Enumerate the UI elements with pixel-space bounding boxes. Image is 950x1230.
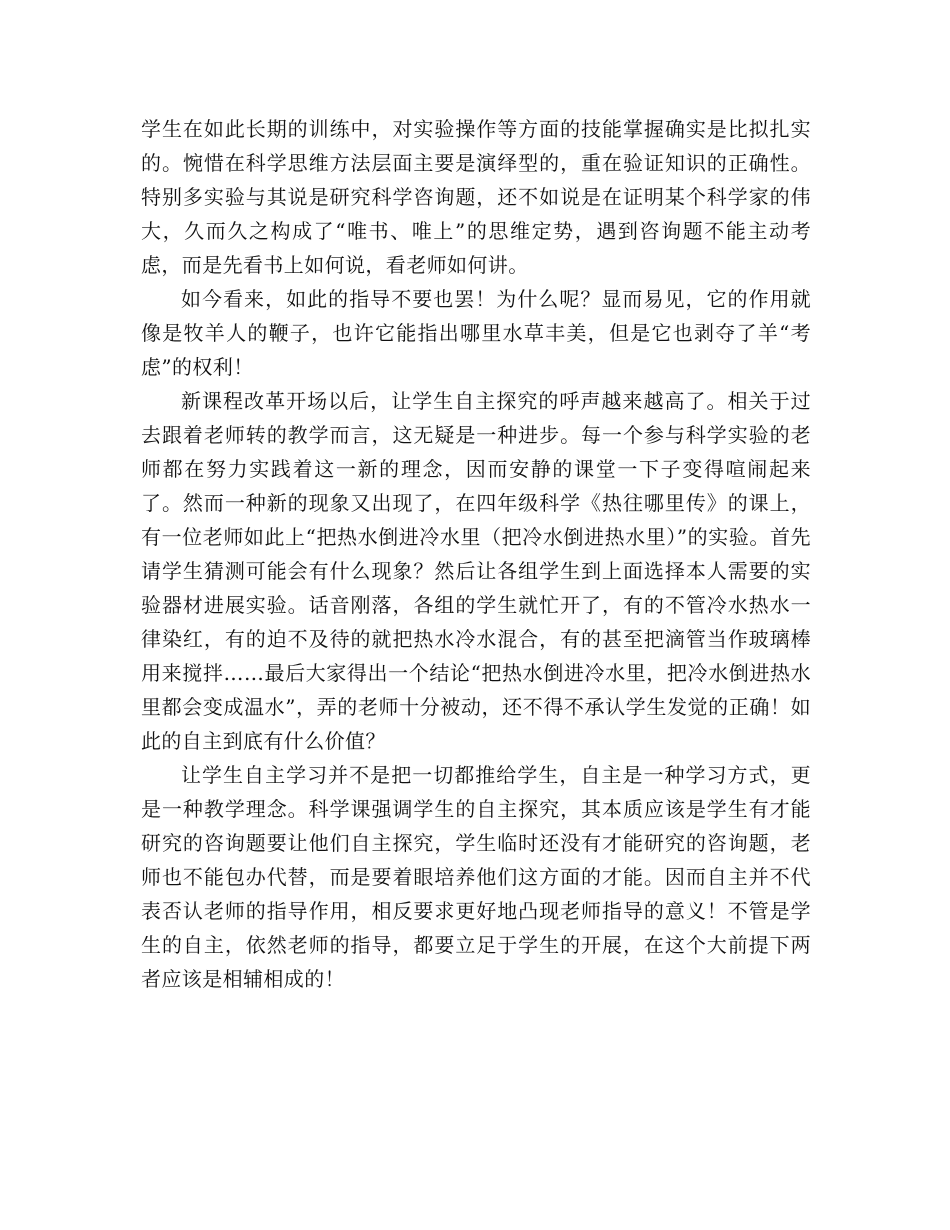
- paragraph-2: 如今看来，如此的指导不要也罢！为什么呢？显而易见，它的作用就像是牧羊人的鞭子，也许它能指出哪里水草丰美，但是它也剥夺了羊“考虑”的权利！: [141, 287, 811, 379]
- document-body: [141, 112, 811, 996]
- paragraph-1: 学生在如此长期的训练中，对实验操作等方面的技能掌握确实是比拟扎实的。惋惜在科学思维方法层面主要是演绎型的，重在验证知识的正确性。特别多实验与其说是研究科学咨询题，还不如说是在证明某个科学家的伟大，久而久之构成了“唯书、唯上”的思维定势，遇到咨询题不能主动考虑，而是先看书上如何说，看老师如何讲。: [141, 117, 811, 277]
- paragraph-4: 让学生自主学习并不是把一切都推给学生，自主是一种学习方式，更是一种教学理念。科学课强调学生的自主探究，其本质应该是学生有才能研究的咨询题要让他们自主探究，学生临时还没有才能研究的咨询题，老师也不能包办代替，而是要着眼培养他们这方面的才能。因而自主并不代表否认老师的指导作用，相反要求更好地凸现老师指导的意义！不管是学生的自主，依然老师的指导，都要立足于学生的开展，在这个大前提下两者应该是相辅相成的！: [141, 763, 811, 991]
- paragraph-3: 新课程改革开场以后，让学生自主探究的呼声越来越高了。相关于过去跟着老师转的教学而言，这无疑是一种进步。每一个参与科学实验的老师都在努力实践着这一新的理念，因而安静的课堂一下子变得喧闹起来了。然而一种新的现象又出现了，在四年级科学《热往哪里传》的课上，有一位老师如此上“把热水倒进冷水里（把冷水倒进热水里）”的实验。首先请学生猜测可能会有什么现象？然后让各组学生到上面选择本人需要的实验器材进展实验。话音刚落，各组的学生就忙开了，有的不管冷水热水一律染红，有的迫不及待的就把热水冷水混合，有的甚至把滴管当作玻璃棒用来搅拌……最后大家得出一个结论“把热水倒进冷水里，把冷水倒进热水里都会变成温水”，弄的老师十分被动，还不得不承认学生发觉的正确！如此的自主到底有什么价值？: [141, 389, 811, 753]
